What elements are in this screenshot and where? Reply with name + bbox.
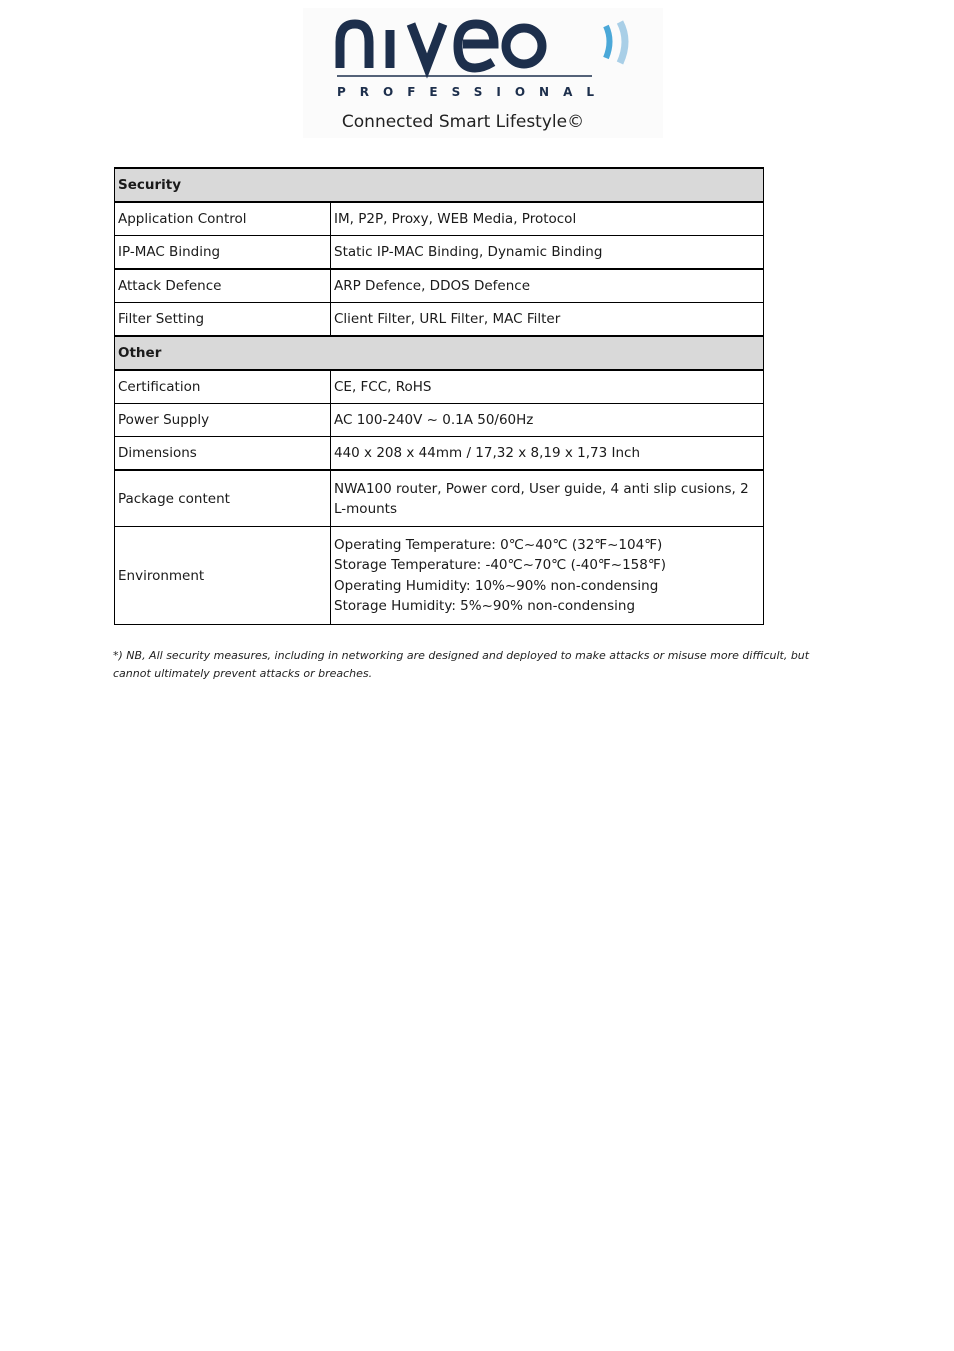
table-row [115, 303, 764, 337]
table-row [115, 527, 764, 625]
table-row [115, 269, 764, 303]
footnote: *) NB, All security measures, including in networking are designed and deployed to make attacks or misuse more difficult, but cannot ultimately prevent attacks or breaches. [113, 649, 810, 680]
row-value: AC 100-240V ~ 0.1A 50/60Hz [331, 404, 764, 437]
row-label: Package content [115, 470, 331, 527]
row-label: Dimensions [115, 437, 331, 471]
niveo-professional-logo [303, 8, 663, 138]
row-label: Power Supply [115, 404, 331, 437]
row-value: CE, FCC, RoHS [331, 370, 764, 404]
environment-line: Storage Temperature: -40℃~70℃ (-40℉~158℉) [334, 557, 666, 573]
table-row [115, 470, 764, 527]
logo-tagline: Connected Smart Lifestyle© [341, 112, 585, 132]
row-value-environment [331, 527, 764, 625]
row-value: ARP Defence, DDOS Defence [331, 269, 764, 303]
row-label: Application Control [115, 202, 331, 236]
row-value: Client Filter, URL Filter, MAC Filter [331, 303, 764, 337]
section-title: Other [115, 336, 764, 370]
row-label: IP-MAC Binding [115, 236, 331, 270]
table-row [115, 437, 764, 471]
row-label: Environment [115, 527, 331, 625]
row-value: Static IP-MAC Binding, Dynamic Binding [331, 236, 764, 270]
logo-subtitle: PROFESSIONAL [337, 85, 609, 99]
niveo-logo-graphic [303, 8, 663, 108]
table-row [115, 236, 764, 270]
environment-line: Operating Temperature: 0℃~40℃ (32℉~104℉) [334, 536, 663, 553]
section-header-other [115, 336, 764, 370]
specification-table [114, 167, 764, 625]
table-row [115, 404, 764, 437]
environment-line: Operating Humidity: 10%~90% non-condensing [334, 577, 659, 594]
row-value: 440 x 208 x 44mm / 17,32 x 8,19 x 1,73 Inch [331, 437, 764, 471]
row-label: Filter Setting [115, 303, 331, 337]
section-title: Security [115, 168, 764, 202]
row-label: Attack Defence [115, 269, 331, 303]
row-value: NWA100 router, Power cord, User guide, 4 anti slip cusions, 2 L-mounts [331, 470, 764, 527]
table-row [115, 370, 764, 404]
section-header-security [115, 168, 764, 202]
table-row [115, 202, 764, 236]
row-label: Certification [115, 370, 331, 404]
row-value: IM, P2P, Proxy, WEB Media, Protocol [331, 202, 764, 236]
environment-line: Storage Humidity: 5%~90% non-condensing [334, 598, 636, 614]
